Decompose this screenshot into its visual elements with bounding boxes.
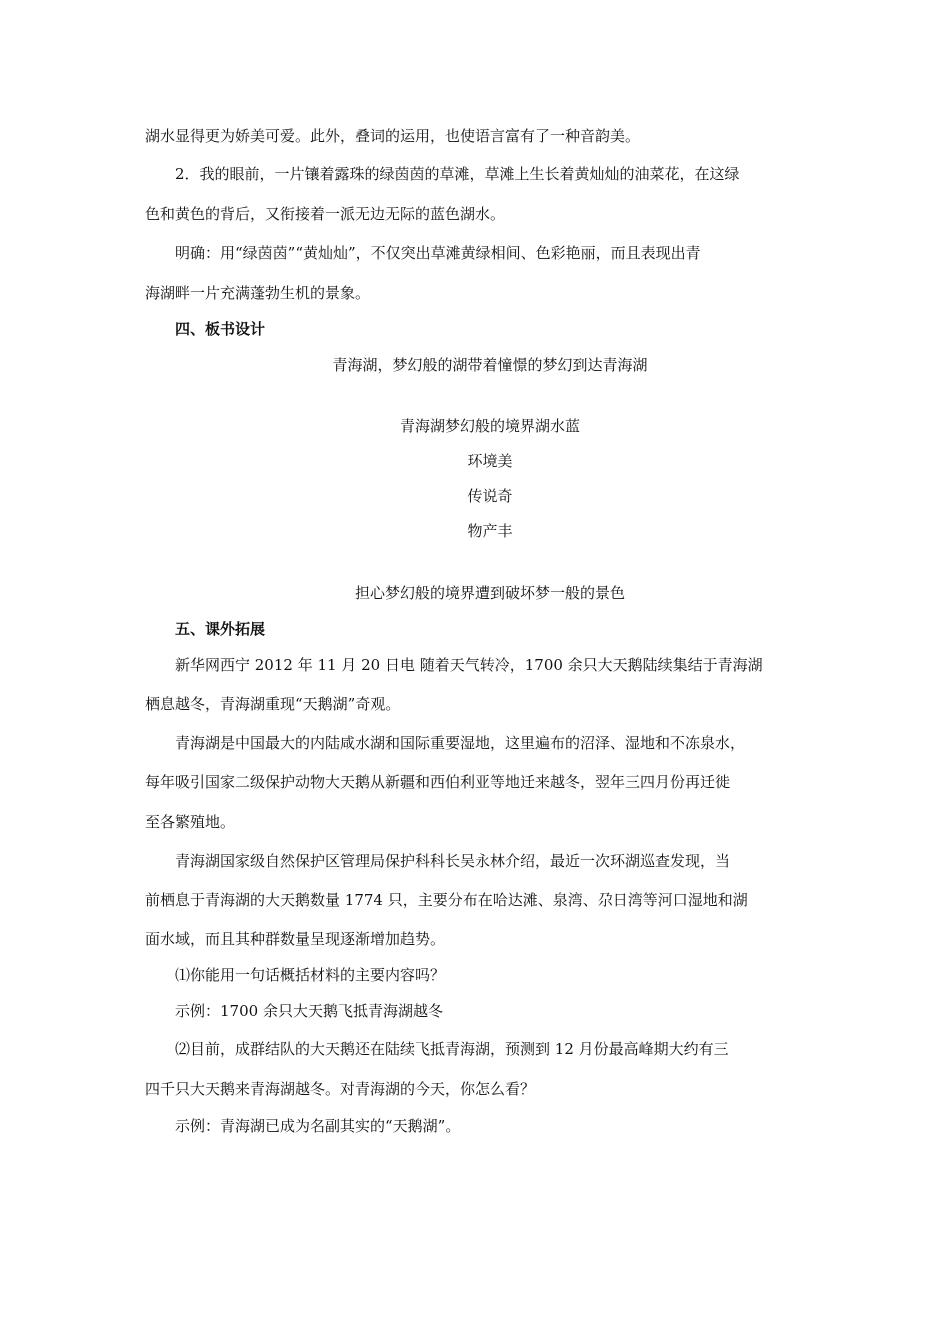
section-heading-board-design: 四、板书设计 <box>175 320 266 338</box>
board-line: 青海湖梦幻般的境界湖水蓝 <box>399 417 580 435</box>
paragraph-line: 青海湖是中国最大的内陆咸水湖和国际重要湿地，这里遍布的沼泽、湿地和不冻泉水， <box>175 734 746 752</box>
answer-line: 示例：1700 余只大天鹅飞抵青海湖越冬 <box>175 1002 443 1020</box>
board-line: 物产丰 <box>467 522 513 540</box>
question-line: 四千只大天鹅来青海湖越冬。对青海湖的今天，你怎么看？ <box>145 1080 536 1098</box>
board-line: 传说奇 <box>467 487 513 505</box>
paragraph-line: 至各繁殖地。 <box>145 813 236 831</box>
paragraph-line: 青海湖国家级自然保护区管理局保护科科长吴永林介绍，最近一次环湖巡查发现，当 <box>175 852 731 870</box>
section-heading-extension: 五、课外拓展 <box>175 620 266 638</box>
paragraph-line: 湖水显得更为娇美可爱。此外，叠词的运用，也使语言富有了一种音韵美。 <box>145 127 641 145</box>
question-line: ⑵目前，成群结队的大天鹅还在陆续飞抵青海湖，预测到 12 月份最高峰期大约有三 <box>175 1040 729 1058</box>
paragraph-line: 前栖息于青海湖的大天鹅数量 1774 只，主要分布在哈达滩、泉湾、尕日湾等河口湿地和湖 <box>145 891 748 909</box>
paragraph-line: 新华网西宁 2012 年 11 月 20 日电 随着天气转冷，1700 余只大天鹅陆续集结于青海湖 <box>175 656 763 674</box>
paragraph-line: 2．我的眼前，一片镶着露珠的绿茵茵的草滩，草滩上生长着黄灿灿的油菜花，在这绿 <box>175 165 740 183</box>
paragraph-line: 栖息越冬，青海湖重现“天鹅湖”奇观。 <box>145 695 401 713</box>
answer-line: 示例：青海湖已成为名副其实的“天鹅湖”。 <box>175 1117 461 1135</box>
paragraph-line: 每年吸引国家二级保护动物大天鹅从新疆和西伯利亚等地迁来越冬，翌年三四月份再迁徙 <box>145 773 731 791</box>
board-line: 青海湖，梦幻般的湖带着憧憬的梦幻到达青海湖 <box>332 356 648 374</box>
paragraph-line: 明确：用“绿茵茵”“黄灿灿”，不仅突出草滩黄绿相间、色彩艳丽，而且表现出青 <box>175 244 701 262</box>
question-line: ⑴你能用一句话概括材料的主要内容吗？ <box>175 966 446 984</box>
board-line: 担心梦幻般的境界遭到破坏梦一般的景色 <box>354 584 625 602</box>
paragraph-line: 海湖畔一片充满蓬勃生机的景象。 <box>145 284 371 302</box>
board-line: 环境美 <box>467 452 513 470</box>
paragraph-line: 面水域，而且其种群数量呈现逐渐增加趋势。 <box>145 930 446 948</box>
paragraph-line: 色和黄色的背后，又衔接着一派无边无际的蓝色湖水。 <box>145 205 506 223</box>
